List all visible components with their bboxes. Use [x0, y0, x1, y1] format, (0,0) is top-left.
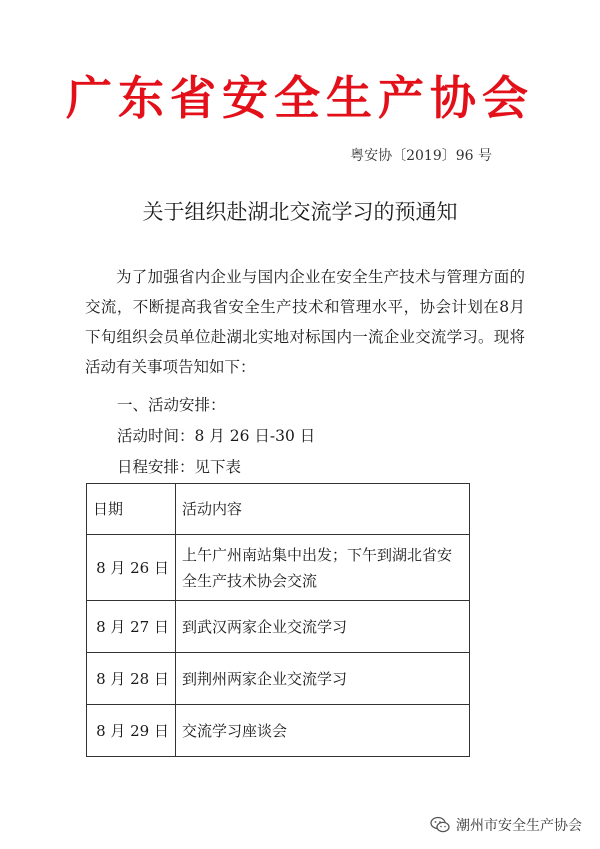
table-row: [87, 705, 470, 757]
row-date: 8 月 26 日: [87, 535, 176, 601]
wechat-icon: [430, 816, 450, 834]
row-content: 到武汉两家企业交流学习: [176, 601, 470, 653]
intro-paragraph: 为了加强省内企业与国内企业在安全生产技术与管理方面的交流，不断提高我省安全生产技术和管理水平，协会计划在8月下旬组织会员单位赴湖北实地对标国内一流企业交流学习。现将活动有关事项告知如下：: [85, 268, 525, 376]
row-content: 上午广州南站集中出发；下午到湖北省安全生产技术协会交流: [176, 535, 470, 601]
row-content: 到荆州两家企业交流学习: [176, 653, 470, 705]
table-header-date: 日期: [87, 484, 176, 535]
watermark-text: 潮州市安全生产协会: [456, 818, 582, 834]
table-header-content: 活动内容: [176, 484, 470, 535]
table-row: [87, 653, 470, 705]
row-date: 8 月 29 日: [87, 705, 176, 757]
table-header-row: [87, 484, 470, 535]
document-title: 关于组织赴湖北交流学习的预通知: [142, 200, 458, 224]
section-heading: 一、活动安排：: [117, 396, 226, 414]
row-date: 8 月 28 日: [87, 653, 176, 705]
wechat-watermark: [424, 813, 588, 837]
row-content: 交流学习座谈会: [176, 705, 470, 757]
table-row: [87, 535, 470, 601]
row-date: 8 月 27 日: [87, 601, 176, 653]
document-number: 粤安协〔2019〕96 号: [350, 148, 492, 164]
schedule-intro: 日程安排：见下表: [117, 458, 242, 476]
table-row: [87, 601, 470, 653]
schedule-table: [86, 483, 470, 757]
organization-header: 广东省安全生产协会: [66, 71, 534, 125]
activity-time: 活动时间：8 月 26 日-30 日: [117, 427, 316, 445]
